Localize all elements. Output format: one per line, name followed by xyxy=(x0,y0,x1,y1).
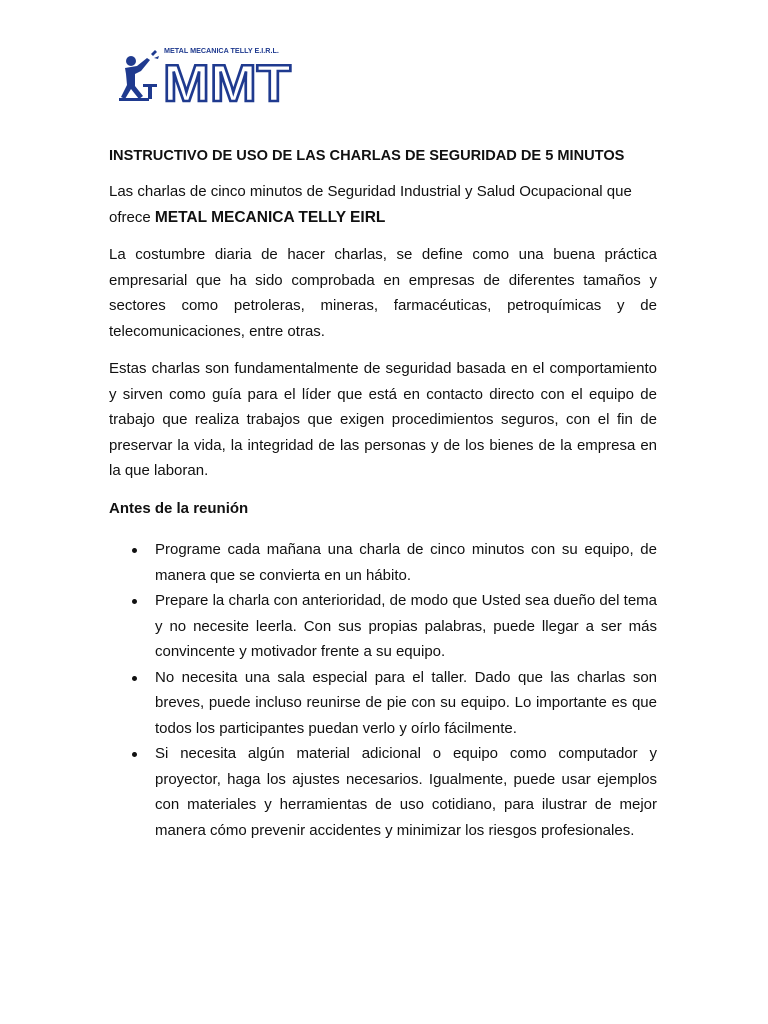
company-logo xyxy=(111,44,296,104)
list-item-text: No necesita una sala especial para el taller. Dado que las charlas son breves, puede incluso reunirse de pie con su equipo. Lo importante es que todos los participantes puedan verlo y oírlo fácilmente. xyxy=(155,668,657,737)
bullet-icon xyxy=(132,599,137,604)
welder-icon xyxy=(119,50,159,101)
list-item xyxy=(109,741,657,843)
paragraph-estas-charlas: Estas charlas son fundamentalmente de seguridad basada en el comportamiento y sirven como guía para el líder que está en contacto directo con el equipo de trabajo que realiza trabajos que exigen procedimientos seguros, con el fin de preservar la vida, la integridad de las personas y de los bienes de la empresa en la que laboran. xyxy=(109,360,657,479)
paragraph-costumbre: La costumbre diaria de hacer charlas, se define como una buena práctica empresarial que ha sido comprobada en empresas de diferentes tamaños y sectores como petroleras, mineras, farmacéuticas, petroquímicas y de telecomunicaciones, entre otras. xyxy=(109,246,657,340)
bullet-icon xyxy=(132,548,137,553)
document-body xyxy=(109,145,657,843)
section-heading-antes-reunion: Antes de la reunión xyxy=(109,499,249,517)
intro-text: Las charlas de cinco minutos de Seguridad Industrial y Salud Ocupacional que ofrece xyxy=(109,183,632,226)
bullet-icon xyxy=(132,676,137,681)
document-title: INSTRUCTIVO DE USO DE LAS CHARLAS DE SEGURIDAD DE 5 MINUTOS xyxy=(109,148,625,164)
bullet-list xyxy=(109,537,657,843)
list-item xyxy=(109,665,657,742)
list-item-text: Si necesita algún material adicional o equipo como computador y proyector, haga los ajustes necesarios. Igualmente, puede usar ejemplos con materiales y herramientas de uso cotidiano, para ilustrar de mejor manera cómo prevenir accidentes y minimizar los riesgos profesionales. xyxy=(155,745,657,839)
intro-paragraph xyxy=(109,179,657,230)
list-item-text: Prepare la charla con anterioridad, de modo que Usted sea dueño del tema y no necesite leerla. Con sus propias palabras, puede llegar a ser más convincente y motivador frente a su equipo. xyxy=(155,592,657,660)
logo-letters: MMT xyxy=(163,55,292,104)
list-item xyxy=(109,537,657,588)
intro-company-name: METAL MECANICA TELLY EIRL xyxy=(154,208,386,226)
logo-company-small-text: METAL MECANICA TELLY E.I.R.L. xyxy=(164,46,279,55)
list-item-text: Programe cada mañana una charla de cinco minutos con su equipo, de manera que se convierta en un hábito. xyxy=(155,541,657,584)
list-item xyxy=(109,588,657,665)
bullet-icon xyxy=(132,752,137,757)
